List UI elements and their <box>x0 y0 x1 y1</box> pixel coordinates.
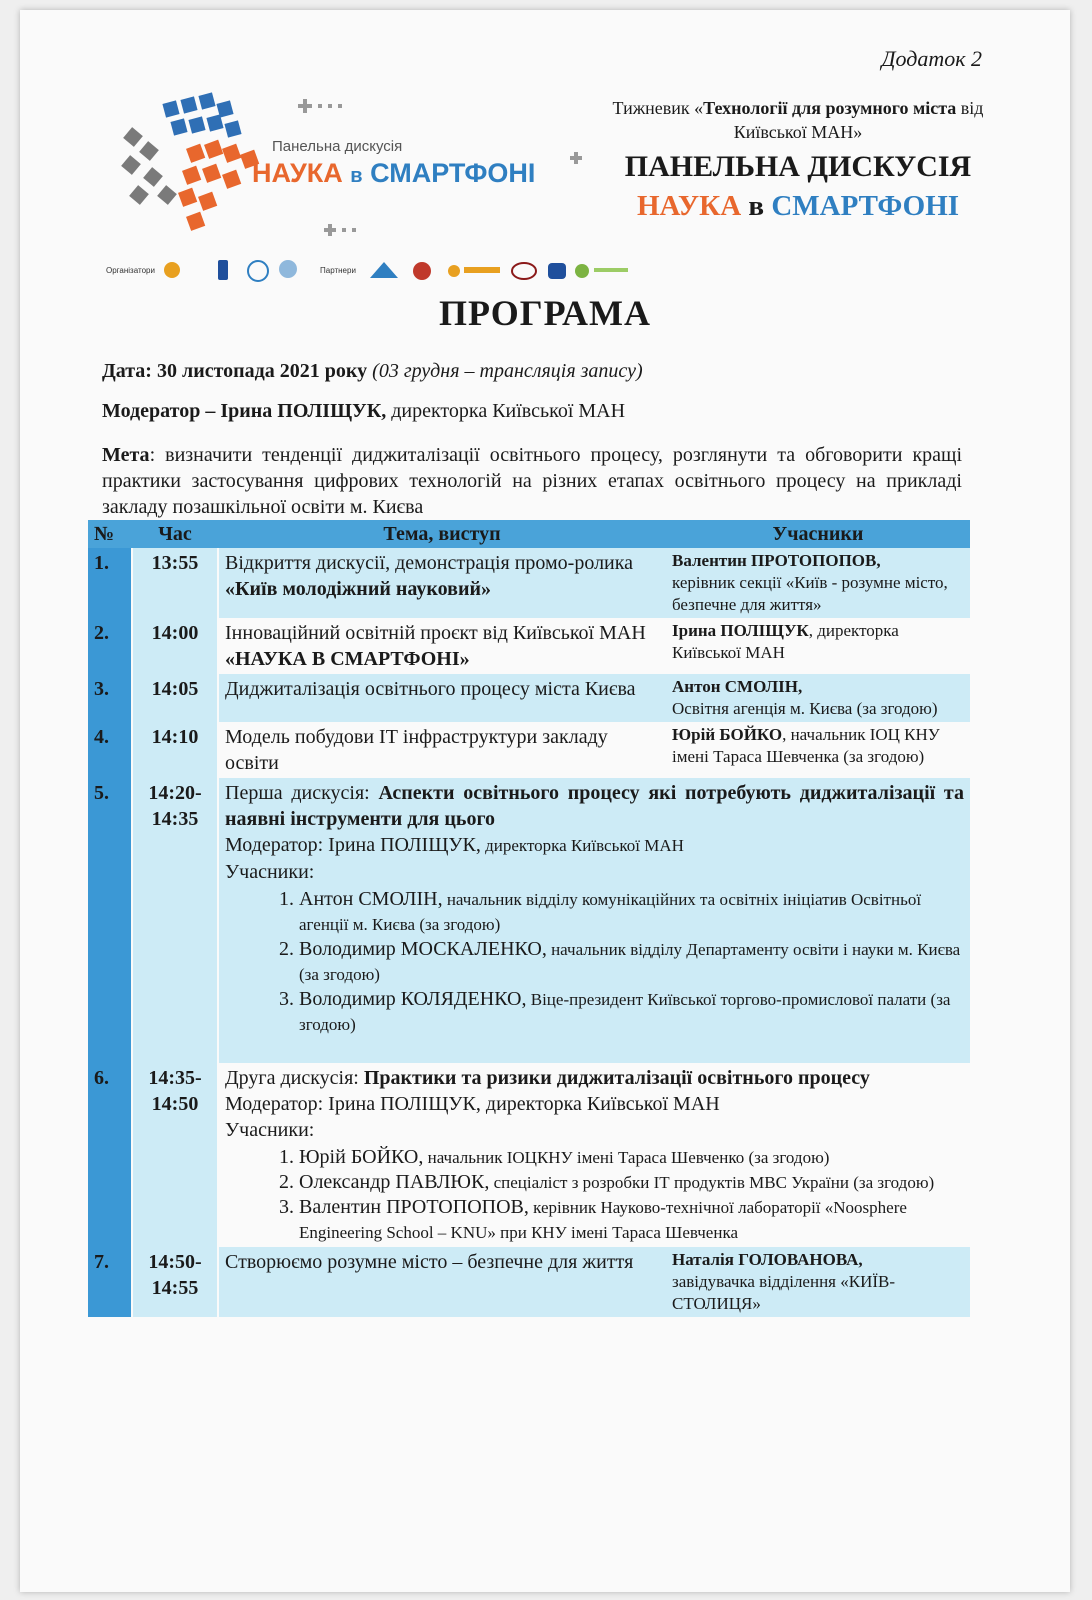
participants-list <box>265 887 964 1037</box>
table-row <box>88 1247 970 1317</box>
row-topic: Створюємо розумне місто – безпечне для життя <box>218 1247 666 1317</box>
list-item: 1. Юрій БОЙКО, начальник ІОЦКНУ імені Тараса Шевченко (за згодою) <box>299 1145 964 1170</box>
logo-title: НАУКА в СМАРТФОНІ <box>252 158 536 188</box>
row-time: 14:35- 14:50 <box>132 1063 218 1247</box>
participants-label: Учасники: <box>225 1119 315 1141</box>
participants-list <box>265 1145 964 1245</box>
list-item: 3. Валентин ПРОТОПОПОВ, керівник Науково-технічної лабораторії «Noosphere Engineering School – KNU» при КНУ імені Тараса Шевченка <box>299 1195 964 1245</box>
partner-logos-icon <box>366 256 636 286</box>
list-item: 1. Антон СМОЛІН, начальник відділу комунікаційних та освітніх ініціатив Освітньої агенції м. Києва (за згодою) <box>299 887 964 937</box>
row-number: 6. <box>88 1063 132 1247</box>
sponsors-strip <box>106 256 646 286</box>
table-row <box>88 674 970 722</box>
logo-subtitle: Панельна дискусія <box>272 138 403 155</box>
table-row <box>88 618 970 674</box>
row-participants: Антон СМОЛІН, Освітня агенція м. Києва (за згодою) <box>666 674 970 722</box>
row-time: 14:05 <box>132 674 218 722</box>
list-item: 2. Володимир МОСКАЛЕНКО, начальник відділу Департаменту освіти і науки м. Києва (за згодою) <box>299 937 964 987</box>
row-participants: Наталія ГОЛОВАНОВА, завідувачка відділення «КИЇВ-СТОЛИЦЯ» <box>666 1247 970 1317</box>
program-table <box>88 520 970 1317</box>
table-row <box>88 722 970 778</box>
row-topic: Перша дискусія: Аспекти освітнього процесу які потребують диджиталізації та наявні інструменти для цього Модератор: Ірина ПОЛІЩУК, директорка Київської МАН Учасники: 1. Антон СМОЛІН, начальник відділу комунікаційних та освітніх ініціатив Освітньої агенції м. Києва (за згодою) 2. Володимир МОСКАЛЕНКО, начальник відділу Департаменту освіти і науки м. Києва (за згодою) 3. Володимир КОЛЯДЕНКО, Віце-президент Київської торгово-промислової палати (за згодою) <box>218 778 970 1063</box>
row-time: 14:50- 14:55 <box>132 1247 218 1317</box>
goal-paragraph: Мета: визначити тенденції диджиталізації освітнього процесу, розглянути та обговорити кращі практики застосування цифрових технологій на різних етапах освітнього процесу на прикладі закладу позашкільної освіти м. Києва <box>102 444 962 518</box>
row-topic: Відкриття дискусії, демонстрація промо-ролика «Київ молодіжний науковий» <box>218 548 666 618</box>
row-number: 3. <box>88 674 132 722</box>
col-header-time: Час <box>132 520 218 548</box>
table-row <box>88 778 970 1063</box>
document-page <box>20 10 1070 1592</box>
row-participants: Юрій БОЙКО, начальник ІОЦ КНУ імені Тараса Шевченка (за згодою) <box>672 725 940 766</box>
col-header-participants: Учасники <box>666 520 970 548</box>
row-time: 14:20- 14:35 <box>132 778 218 1063</box>
row-participants: Ірина ПОЛІЩУК, директорка Київської МАН <box>672 621 899 662</box>
moderator-line: Модератор – Ірина ПОЛІЩУК, директорка Київської МАН <box>102 400 626 422</box>
row-time: 13:55 <box>132 548 218 618</box>
appendix-label: Додаток 2 <box>881 46 982 71</box>
row-number: 2. <box>88 618 132 674</box>
row-topic: Модель побудови ІТ інфраструктури закладу освіти <box>218 722 666 778</box>
list-item: 3. Володимир КОЛЯДЕНКО, Віце-президент Київської торгово-промислової палати (за згодою) <box>299 987 964 1037</box>
table-row <box>88 1063 970 1247</box>
discussion-moderator: Модератор: Ірина ПОЛІЩУК, директорка Київської МАН <box>225 834 684 856</box>
panel-heading: ПАНЕЛЬНА ДИСКУСІЯ <box>624 150 972 183</box>
row-time: 14:10 <box>132 722 218 778</box>
row-number: 5. <box>88 778 132 1063</box>
date-line: Дата: 30 листопада 2021 року (03 грудня – трансляція запису) <box>102 360 643 382</box>
table-row <box>88 548 970 618</box>
row-topic: Друга дискусія: Практики та ризики диджиталізації освітнього процесу Модератор: Ірина ПОЛІЩУК, директорка Київської МАН Учасники: 1. Юрій БОЙКО, начальник ІОЦКНУ імені Тараса Шевченко (за згодою) 2. Олександр ПАВЛЮК, спеціаліст з розробки ІТ продуктів МВС України (за згодою) 3. Валентин ПРОТОПОПОВ, керівник Науково-технічної лабораторії «Noosphere Engineering School – KNU» при КНУ імені Тараса Шевченка <box>218 1063 970 1247</box>
science-heading: НАУКА в СМАРТФОНІ <box>636 190 960 222</box>
list-item: 2. Олександр ПАВЛЮК, спеціаліст з розробки ІТ продуктів МВС України (за згодою) <box>299 1170 964 1195</box>
partners-label: Партнери <box>320 266 356 275</box>
row-topic: Диджиталізація освітнього процесу міста Києва <box>218 674 666 722</box>
row-topic: Інноваційний освітній проєкт від Київської МАН «НАУКА В СМАРТФОНІ» <box>218 618 666 674</box>
row-number: 7. <box>88 1247 132 1317</box>
col-header-topic: Тема, виступ <box>218 520 666 548</box>
organizers-label: Організатори <box>106 266 155 275</box>
row-time: 14:00 <box>132 618 218 674</box>
col-header-number: № <box>88 520 132 548</box>
row-participants: Валентин ПРОТОПОПОВ, керівник секції «Київ - розумне місто, безпечне для життя» <box>666 548 970 618</box>
participants-label: Учасники: <box>225 861 315 883</box>
page-title: ПРОГРАМА <box>438 293 652 333</box>
table-header-row <box>88 520 970 548</box>
weekly-line: Тижневик «Технології для розумного міста від Київської МАН» <box>612 98 984 142</box>
discussion-moderator: Модератор: Ірина ПОЛІЩУК, директорка Київської МАН <box>225 1093 720 1115</box>
row-number: 1. <box>88 548 132 618</box>
row-number: 4. <box>88 722 132 778</box>
